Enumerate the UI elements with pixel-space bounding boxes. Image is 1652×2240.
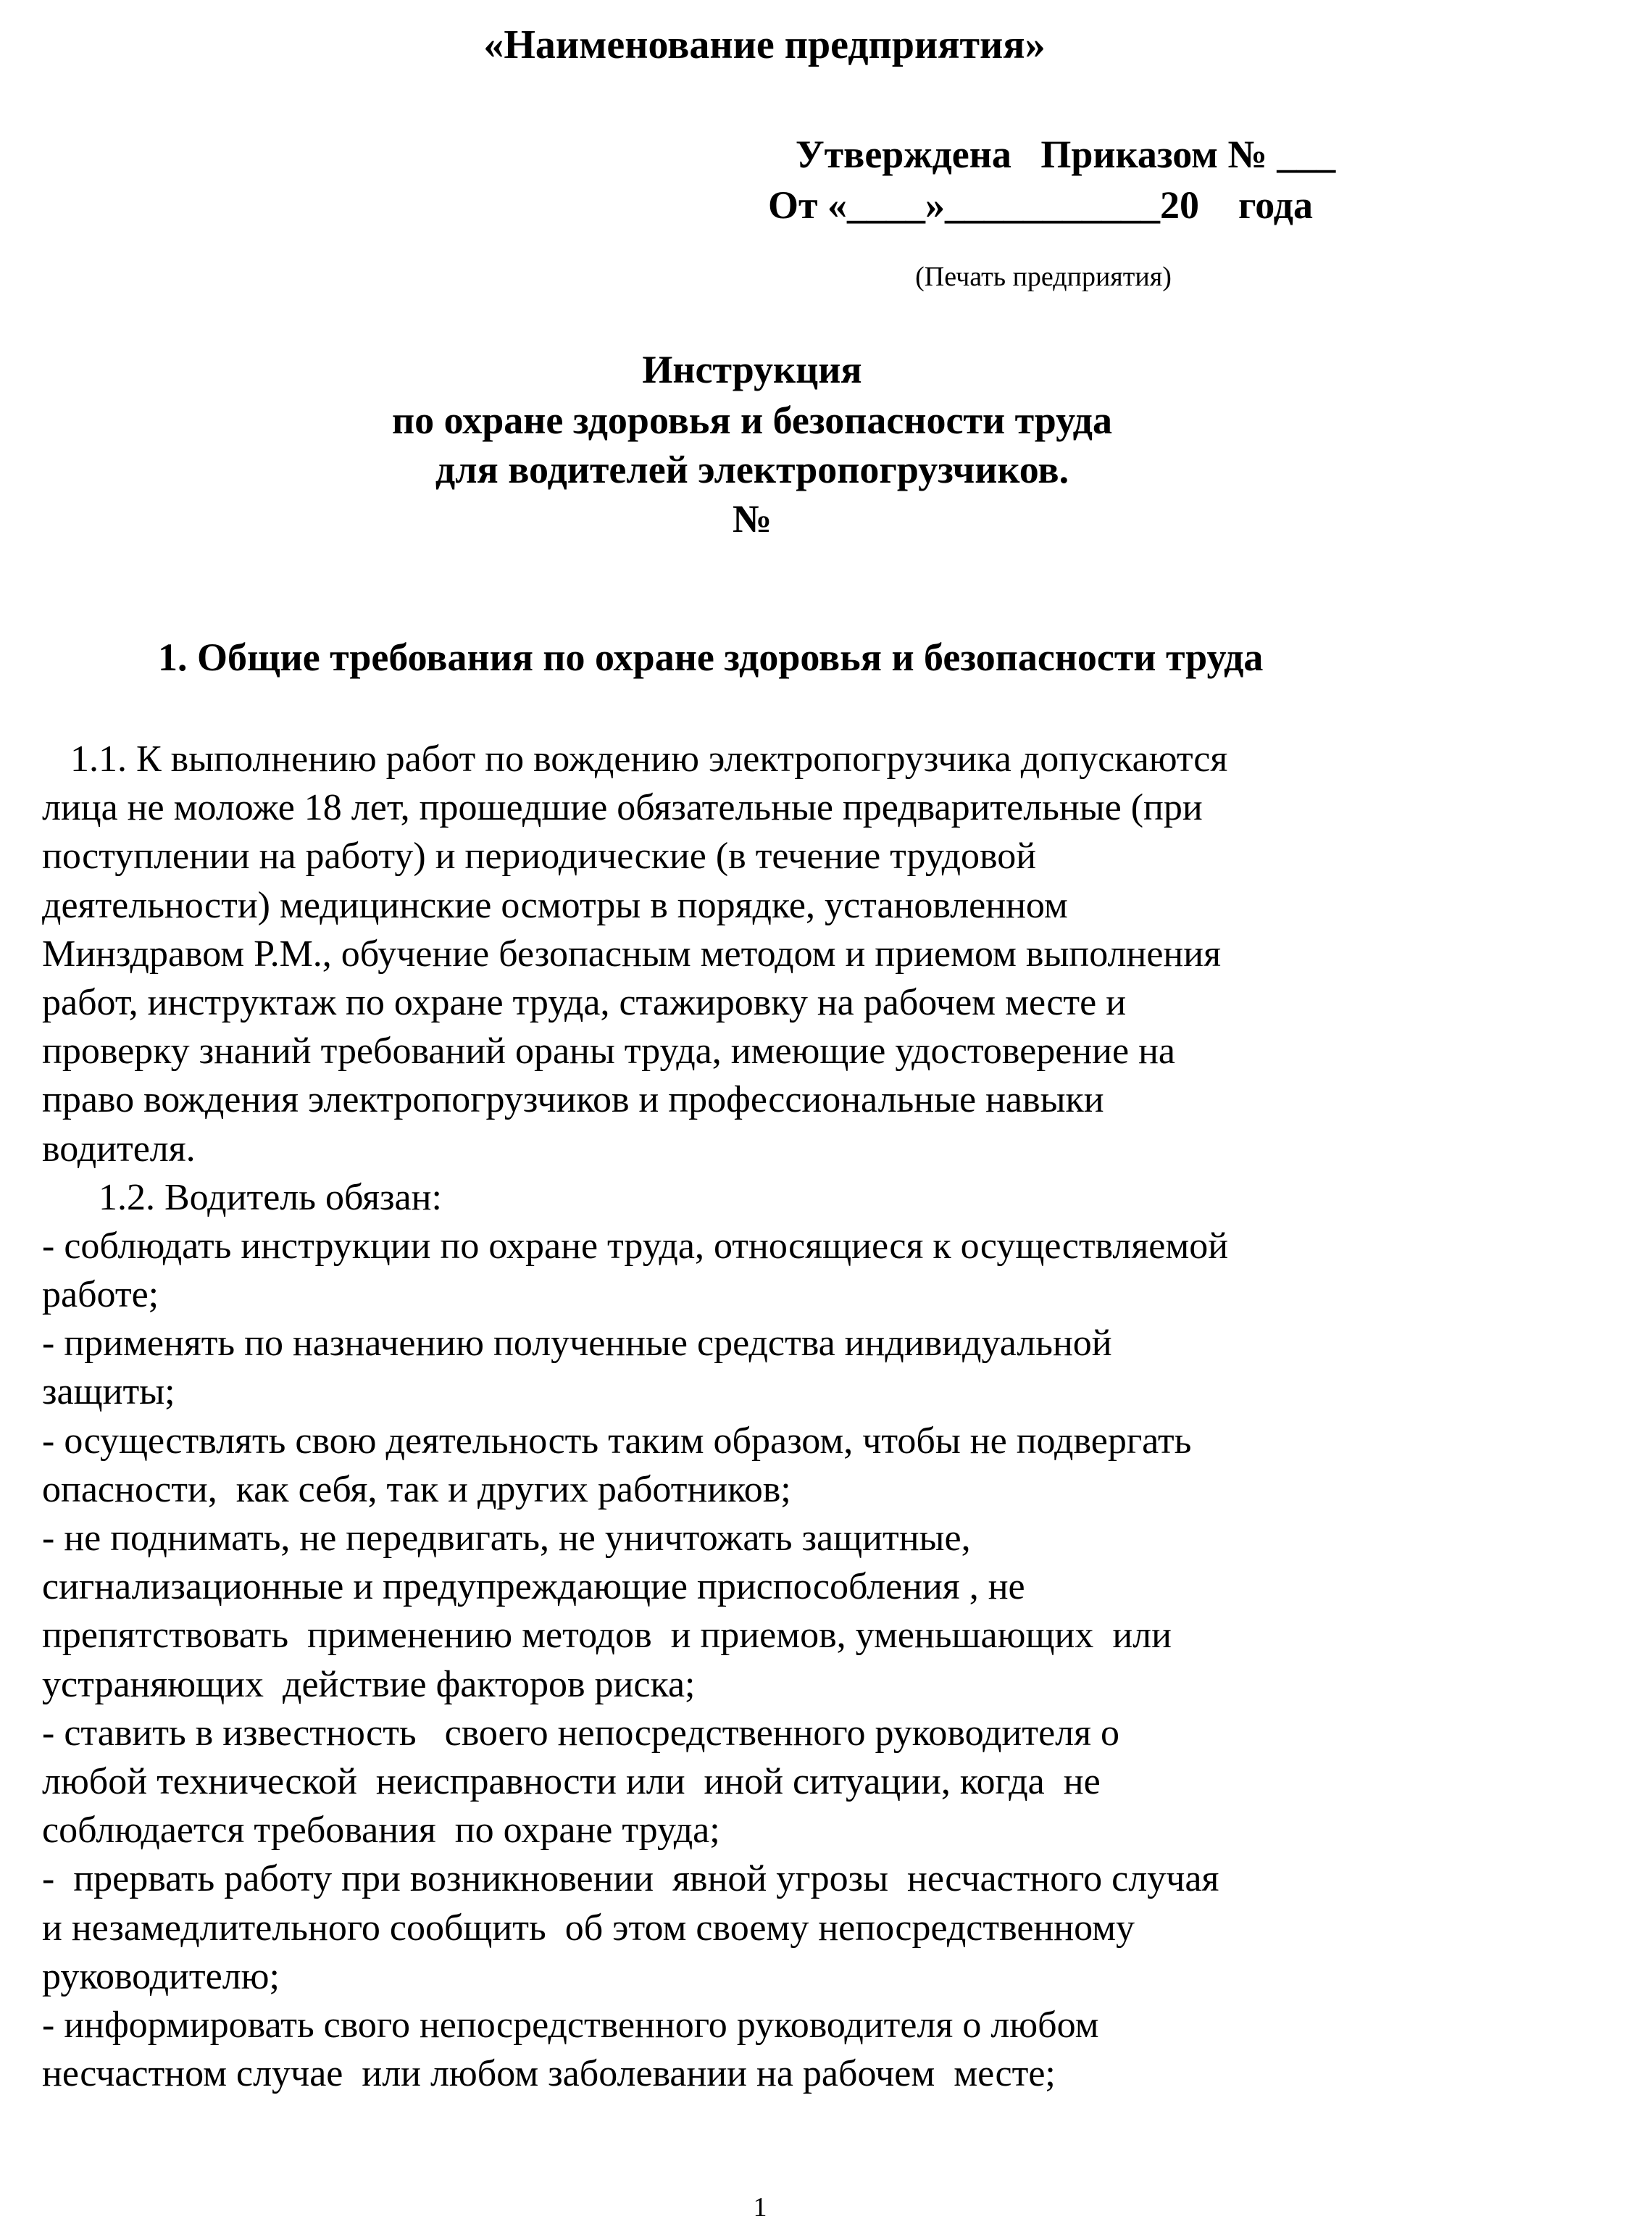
body-line: защиты; <box>42 1371 175 1413</box>
body-line: работе; <box>42 1274 159 1316</box>
body-line: руководителю; <box>42 1955 280 1997</box>
approval-date-line: От «____»___________20 года <box>768 183 1313 227</box>
body-line: работ, инструктаж по охране труда, стажировку на рабочем месте и <box>42 981 1127 1023</box>
document-number-sign: № <box>732 497 772 541</box>
body-line: - соблюдать инструкции по охране труда, относящиеся к осуществляемой <box>42 1225 1229 1267</box>
body-line: соблюдается требования по охране труда; <box>42 1810 720 1852</box>
organization-name: «Наименование предприятия» <box>483 22 1046 67</box>
body-line: Минздравом Р.М., обучение безопасным методом и приемом выполнения <box>42 933 1221 975</box>
body-line: право вождения электропогрузчиков и профессиональные навыки <box>42 1079 1104 1121</box>
body-line: устраняющих действие факторов риска; <box>42 1663 696 1705</box>
body-line: лица не моложе 18 лет, прошедшие обязательные предварительные (при <box>42 787 1203 829</box>
page-number: 1 <box>753 2192 767 2223</box>
body-line: - не поднимать, не передвигать, не уничтожать защитные, <box>42 1517 971 1559</box>
section-heading: 1. Общие требования по охране здоровья и безопасности труда <box>158 636 1264 679</box>
body-line: - осуществлять свою деятельность таким образом, чтобы не подвергать <box>42 1420 1192 1462</box>
document-subtitle-line: по охране здоровья и безопасности труда <box>391 399 1113 442</box>
body-line: опасности, как себя, так и других работников; <box>42 1468 791 1510</box>
body-line: проверку знаний требований ораны труда, имеющие удостоверение на <box>42 1031 1175 1073</box>
body-line: - ставить в известность своего непосредственного руководителя о <box>42 1712 1120 1754</box>
body-line: деятельности) медицинские осмотры в порядке, установленном <box>42 884 1068 926</box>
approval-order-line: Утверждена Приказом № ___ <box>796 133 1336 176</box>
stamp-note: (Печать предприятия) <box>915 262 1172 292</box>
body-line: - информировать свого непосредственного руководителя о любом <box>42 2004 1099 2046</box>
section-body <box>42 735 1607 2098</box>
body-line: сигнализационные и предупреждающие приспособления , не <box>42 1566 1025 1608</box>
document-title: Инструкция <box>642 348 862 391</box>
body-line: несчастном случае или любом заболевании на рабочем месте; <box>42 2053 1056 2095</box>
body-line: - прервать работу при возникновении явной угрозы несчастного случая <box>42 1858 1219 1900</box>
body-line: препятствовать применению методов и приемов, уменьшающих или <box>42 1615 1172 1657</box>
body-line: - применять по назначению полученные средства индивидуальной <box>42 1323 1112 1365</box>
body-line: поступлении на работу) и периодические (в течение трудовой <box>42 836 1037 878</box>
body-line: 1.1. К выполнению работ по вождению электропогрузчика допускаются <box>42 738 1228 780</box>
body-line: и незамедлительного сообщить об этом своему непосредственному <box>42 1907 1135 1949</box>
body-line: водителя. <box>42 1128 196 1170</box>
document-subtitle-line: для водителей электропогрузчиков. <box>435 448 1069 491</box>
body-line: 1.2. Водитель обязан: <box>42 1176 442 1218</box>
body-line: любой технической неисправности или иной ситуации, когда не <box>42 1760 1101 1802</box>
